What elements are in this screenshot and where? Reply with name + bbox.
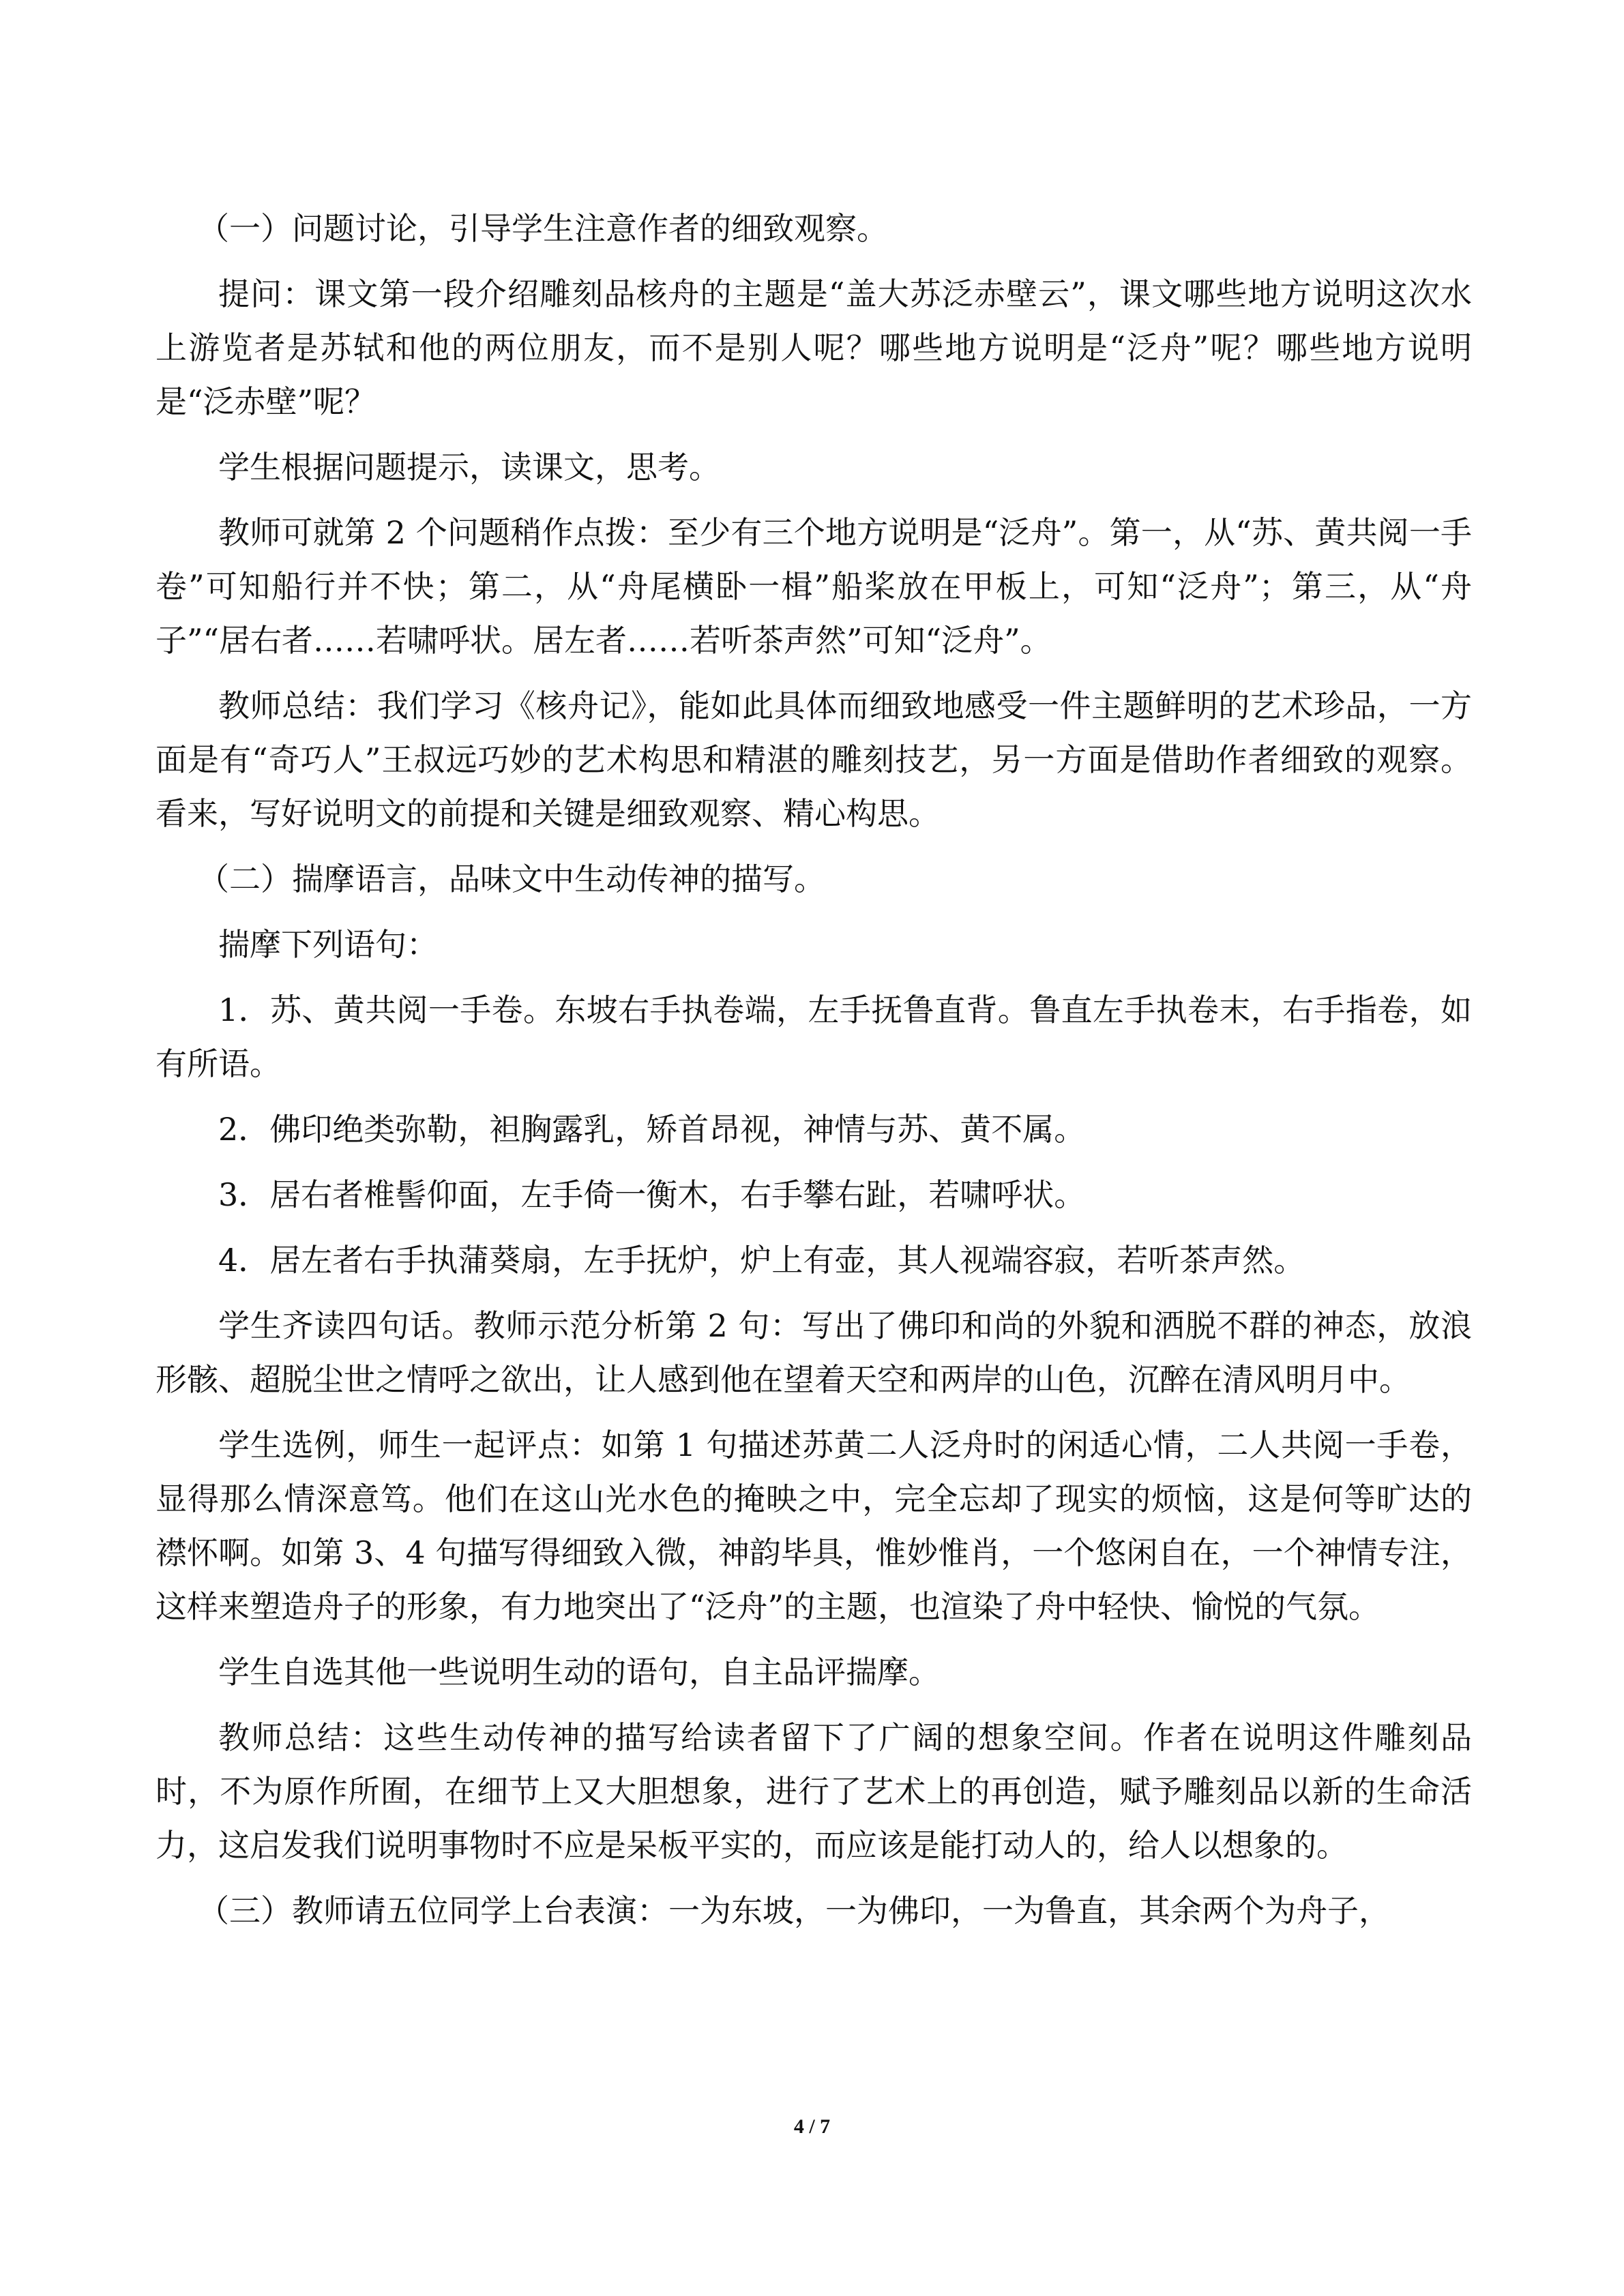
paragraph-student-comments: 学生选例，师生一起评点：如第 1 句描述苏黄二人泛舟时的闲适心情，二人共阅一手卷，显得那么情深意笃。他们在这山光水色的掩映之中，完全忘却了现实的烦恼，这是何等旷达的襟怀啊。如第 3、4 句描写得细致入微，神韵毕具，惟妙惟肖，一个悠闲自在，一个神情专注，这样来塑造舟子的形象，有力地突出了“泛舟”的主题，也渲染了舟中轻快、愉悦的气氛。 — [156, 1427, 1472, 1625]
sentence-item-3: 3．居右者椎髻仰面，左手倚一衡木，右手攀右趾，若啸呼状。 — [218, 1176, 1086, 1213]
sentence-item-2: 2．佛印绝类弥勒，袒胸露乳，矫首昂视，神情与苏、黄不属。 — [218, 1111, 1086, 1148]
paragraph-teacher-hint: 教师可就第 2 个问题稍作点拨：至少有三个地方说明是“泛舟”。第一，从“苏、黄共阅一手卷”可知船行并不快；第二，从“舟尾横卧一楫”船桨放在甲板上，可知“泛舟”；第三，从“舟子”“居右者……若啸呼状。居左者……若听茶声然”可知“泛舟”。 — [156, 514, 1472, 659]
paragraph-teacher-summary-2: 教师总结：这些生动传神的描写给读者留下了广阔的想象空间。作者在说明这件雕刻品时，不为原作所囿，在细节上又大胆想象，进行了艺术上的再创造，赋予雕刻品以新的生命活力，这启发我们说明事物时不应是呆板平实的，而应该是能打动人的，给人以想象的。 — [156, 1719, 1472, 1864]
paragraph-teacher-analysis: 学生齐读四句话。教师示范分析第 2 句：写出了佛印和尚的外貌和洒脱不群的神态，放浪形骸、超脱尘世之情呼之欲出，让人感到他在望着天空和两岸的山色，沉醉在清风明月中。 — [156, 1307, 1472, 1398]
paragraph-question: 提问：课文第一段介绍雕刻品核舟的主题是“盖大苏泛赤壁云”，课文哪些地方说明这次水上游览者是苏轼和他的两位朋友，而不是别人呢？哪些地方说明是“泛舟”呢？哪些地方说明是“泛赤壁”呢？ — [156, 275, 1472, 420]
section-heading-3: （三）教师请五位同学上台表演：一为东坡，一为佛印，一为鲁直，其余两个为舟子， — [198, 1892, 1390, 1929]
page-number: 4 / 7 — [793, 2115, 831, 2138]
sentence-item-4: 4．居左者右手执蒲葵扇，左手抚炉，炉上有壶，其人视端容寂，若听茶声然。 — [218, 1242, 1305, 1279]
paragraph-teacher-summary-1: 教师总结：我们学习《核舟记》，能如此具体而细致地感受一件主题鲜明的艺术珍品，一方面是有“奇巧人”王叔远巧妙的艺术构思和精湛的雕刻技艺，另一方面是借助作者细致的观察。看来，写好说明文的前提和关键是细致观察、精心构思。 — [156, 687, 1472, 832]
paragraph-student-read: 学生根据问题提示，读课文，思考。 — [218, 449, 720, 486]
paragraph-student-self-select: 学生自选其他一些说明生动的语句，自主品评揣摩。 — [218, 1654, 940, 1690]
document-body — [156, 202, 1472, 1950]
section-heading-1: （一）问题讨论，引导学生注意作者的细致观察。 — [198, 210, 888, 247]
section-heading-2: （二）揣摩语言，品味文中生动传神的描写。 — [198, 861, 825, 897]
sentence-item-1: 1．苏、黄共阅一手卷。东坡右手执卷端，左手抚鲁直背。鲁直左手执卷末，右手指卷，如有所语。 — [156, 992, 1472, 1082]
paragraph-sentences-intro: 揣摩下列语句： — [218, 926, 438, 963]
